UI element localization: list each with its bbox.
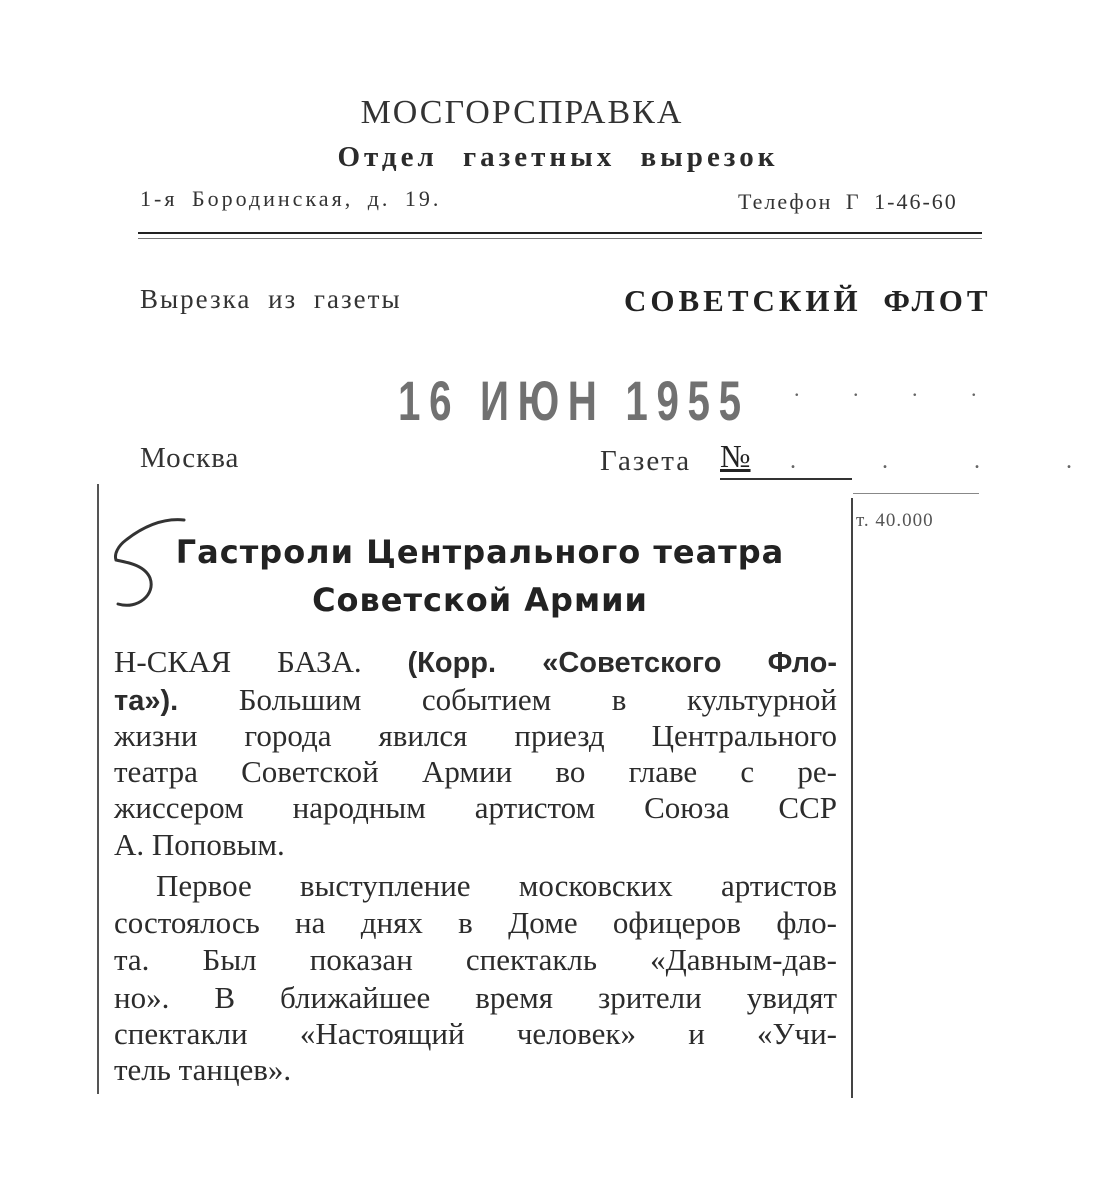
agency-phone: Телефон Г 1-46-60	[738, 189, 958, 214]
clipping-label: Вырезка из газеты	[140, 284, 402, 314]
city-label: Москва	[140, 442, 240, 474]
article-line: Н-СКАЯ БАЗА. (Корр. «Советского Фло-	[114, 644, 838, 679]
header-rule-thin	[138, 238, 982, 239]
dotted-leader-2: . . . .	[790, 448, 1112, 474]
circulation: т. 40.000	[856, 510, 934, 531]
article-line: та. Был показан спектакль «Давным-дав-	[114, 942, 837, 977]
agency-title: МОСГОРСПРАВКА	[360, 94, 684, 131]
article-line: театра Советской Армии во главе с ре-	[114, 754, 837, 789]
department-name: Отдел газетных вырезок	[337, 141, 779, 173]
article-line: состоялось на днях в Доме офицеров фло-	[114, 905, 837, 940]
article-line: жизни города явился приезд Центрального	[114, 718, 837, 753]
article-title: Гастроли Центрального театра Советской Армии	[175, 533, 785, 619]
gazeta-label: Газета	[600, 445, 692, 477]
article-line: тель танцев».	[114, 1052, 292, 1087]
clipping-left-edge	[97, 484, 99, 1094]
circulation-rule	[853, 493, 979, 494]
header-rule	[138, 232, 982, 234]
date-stamp: 16 ИЮН 1955	[398, 369, 750, 432]
article-line: та»). Большим событием в культурной	[114, 682, 838, 717]
article-line: жиссером народным артистом Союза ССР	[114, 790, 837, 825]
article-line: А. Поповым.	[114, 827, 285, 862]
dotted-leader: . . . .	[794, 376, 1001, 401]
article-line: но». В ближайшее время зрители увидят	[114, 980, 837, 1015]
article-line: Первое выступление московских артистов	[156, 868, 837, 903]
newspaper-name: СОВЕТСКИЙ ФЛОТ	[624, 283, 992, 318]
gazeta-number-sign: №	[720, 438, 751, 474]
agency-address: 1-я Бородинская, д. 19.	[140, 186, 442, 211]
clipping-right-edge	[851, 498, 853, 1098]
gazeta-underline	[720, 478, 852, 480]
article-line: спектакли «Настоящий человек» и «Учи-	[114, 1016, 837, 1051]
